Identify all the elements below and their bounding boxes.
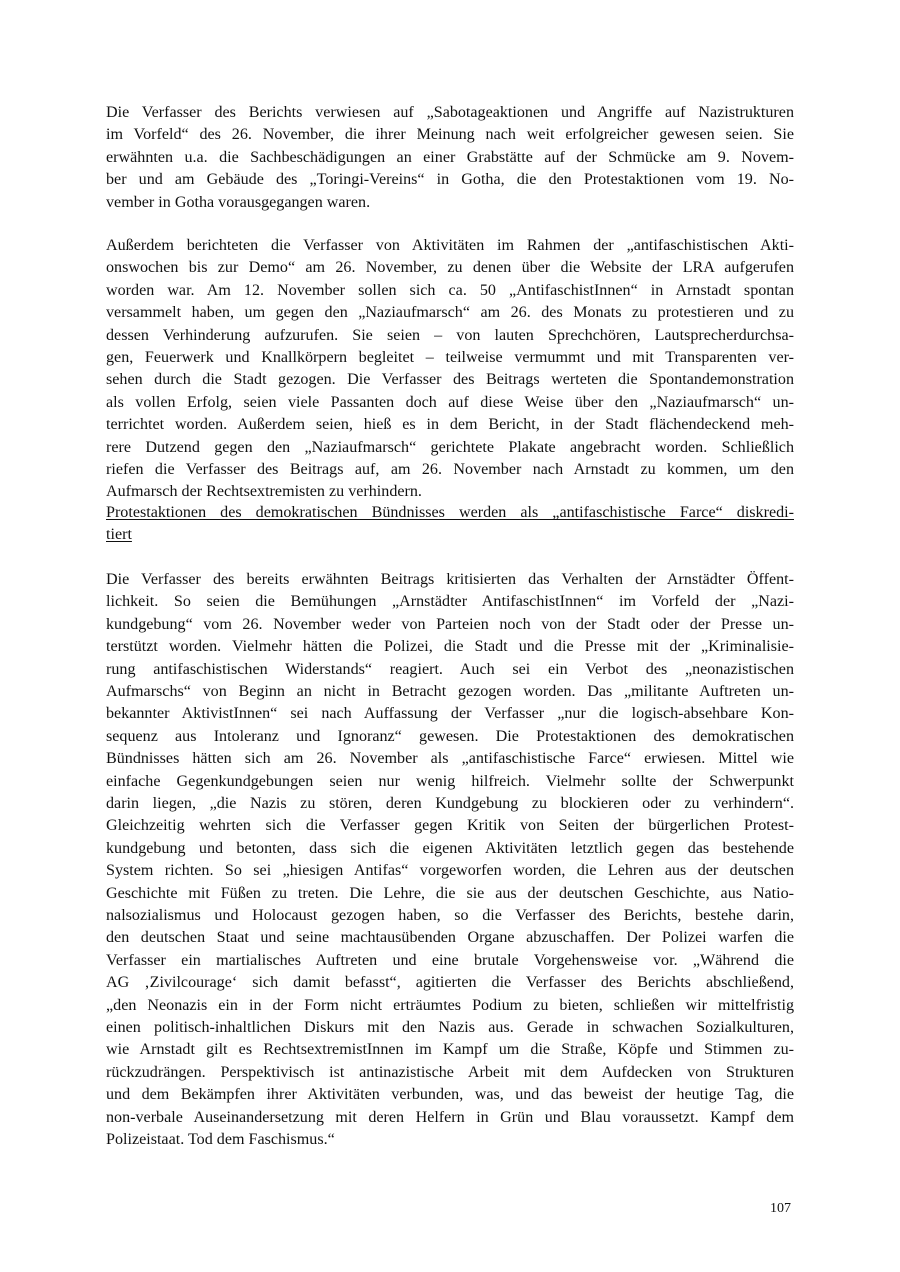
text-line: vember in Gotha vorausgegangen waren. [106, 193, 371, 211]
text-line: AG ‚Zivilcourage‘ sich damit befasst“, agitierten die Verfasser des Berichts abschließend, [106, 974, 794, 992]
text-line: sequenz aus Intoleranz und Ignoranz“ gewesen. Die Protestaktionen des demokratischen [106, 727, 794, 745]
text-line: System richten. So sei „hiesigen Antifas“ vorgeworfen worden, die Lehren aus der deutschen [106, 862, 794, 880]
text-line: darin liegen, „die Nazis zu stören, deren Kundgebung zu blockieren oder zu verhindern“. [106, 795, 794, 812]
text-line: tiert [106, 526, 132, 544]
text-line: Bündnisses hätten sich am 26. November als „antifaschistische Farce“ erwiesen. Mittel wie [106, 750, 794, 768]
text-line: Die Verfasser des bereits erwähnten Beitrags kritisierten das Verhalten der Arnstädter Öffent- [106, 571, 794, 588]
text-line: terstützt worden. Vielmehr hätten die Polizei, die Stadt und die Presse mit der „Kriminalisie- [106, 638, 794, 656]
text-line: Aufmarsch der Rechtsextremisten zu verhindern. [106, 483, 422, 501]
text-line: Aufmarschs“ von Beginn an nicht in Betracht gezogen worden. Das „militante Auftreten un- [106, 683, 794, 700]
text-line: kundgebung“ vom 26. November weder von Parteien noch von der Stadt oder der Presse un- [106, 615, 794, 633]
text-line: Die Verfasser des Berichts verwiesen auf „Sabotageaktionen und Angriffe auf Nazistrukturen [106, 104, 794, 121]
text-line: ber und am Gebäude des „Toringi-Vereins“ in Gotha, die den Protestaktionen vom 19. No- [106, 171, 794, 189]
text-line: „den Neonazis ein in der Form nicht erträumtes Podium zu bieten, schließen wir mittelfristig [106, 996, 794, 1014]
text-line: den deutschen Staat und seine machtausübenden Organe abzuschaffen. Der Polizei warfen die [106, 929, 794, 947]
text-line: kundgebung und betonten, dass sich die eigenen Aktivitäten letztlich gegen das bestehende [106, 839, 794, 857]
text-line: wie Arnstadt gilt es RechtsextremistInnen im Kampf um die Straße, Köpfe und Stimmen zu- [106, 1041, 794, 1059]
text-line: gen, Feuerwerk und Knallkörpern begleitet – teilweise vermummt und mit Transparenten ver- [106, 349, 794, 366]
text-line: Verfasser ein martialisches Auftreten und eine brutale Vorgehensweise vor. „Während die [106, 951, 794, 969]
text-line: riefen die Verfasser des Beitrags auf, am 26. November nach Arnstadt zu kommen, um den [106, 461, 794, 478]
text-line: Polizeistaat. Tod dem Faschismus.“ [106, 1131, 335, 1148]
text-line: einfache Gegenkundgebungen seien nur wenig hilfreich. Vielmehr sollte der Schwerpunkt [106, 772, 794, 790]
text-line: als vollen Erfolg, seien viele Passanten doch auf diese Weise über den „Naziaufmarsch“ un- [106, 393, 794, 411]
text-line: Protestaktionen des demokratischen Bündnisses werden als „antifaschistische Farce“ diskredi- [106, 504, 794, 521]
text-line: rere Dutzend gegen den „Naziaufmarsch“ gerichtete Plakate angebracht worden. Schließlich [106, 438, 794, 456]
text-line: rung antifaschistischen Widerstands“ reagiert. Auch sei ein Verbot des „neonazistischen [106, 660, 794, 678]
text-line: Außerdem berichteten die Verfasser von Aktivitäten im Rahmen der „antifaschistischen Akti- [106, 237, 794, 254]
text-line: im Vorfeld“ des 26. November, die ihrer Meinung nach weit erfolgreicher gewesen seien. Sie [106, 126, 794, 144]
text-line: nalsozialismus und Holocaust gezogen haben, so die Verfasser des Berichts, bestehe darin, [106, 907, 794, 924]
text-line: rückzudrängen. Perspektivisch ist antinazistische Arbeit mit dem Aufdecken von Strukturen [106, 1063, 794, 1081]
text-line: versammelt haben, um gegen den „Naziaufmarsch“ am 26. des Monats zu protestieren und zu [106, 304, 794, 322]
text-line: erwähnten u.a. die Sachbeschädigungen an einer Grabstätte auf der Schmücke am 9. Novem- [106, 148, 794, 166]
text-line: onswochen bis zur Demo“ am 26. November, zu denen über die Website der LRA aufgerufen [106, 259, 794, 277]
text-line: non-verbale Auseinandersetzung mit deren Helfern in Grün und Blau voraussetzt. Kampf dem [106, 1108, 794, 1126]
text-line: lichkeit. So seien die Bemühungen „Arnstädter AntifaschistInnen“ im Vorfeld der „Nazi- [106, 593, 794, 611]
text-line: und dem Bekämpfen ihrer Aktivitäten verbunden, was, und das beweist der heutige Tag, die [106, 1086, 794, 1104]
page-number: 107 [770, 1201, 791, 1216]
text-line: terrichtet worden. Außerdem seien, hieß es in dem Bericht, in der Stadt flächendeckend meh- [106, 416, 794, 434]
text-line: einen politisch-inhaltlichen Diskurs mit den Nazis aus. Gerade in schwachen Sozialkulturen, [106, 1019, 794, 1036]
text-line: sehen durch die Stadt gezogen. Die Verfasser des Beitrags werteten die Spontandemonstration [106, 371, 794, 389]
text-line: Gleichzeitig wehrten sich die Verfasser gegen Kritik von Seiten der bürgerlichen Protest- [106, 817, 794, 835]
text-line: dessen Verhinderung aufzurufen. Sie seien – von lauten Sprechchören, Lautsprecherdurchsa- [106, 326, 794, 344]
text-line: bekannter AktivistInnen“ sei nach Auffassung der Verfasser „nur die logisch-absehbare Kon- [106, 705, 794, 723]
text-line: Geschichte mit Füßen zu treten. Die Lehre, die sie aus der deutschen Geschichte, aus Natio- [106, 884, 794, 902]
text-line: worden war. Am 12. November sollen sich ca. 50 „AntifaschistInnen“ in Arnstadt spontan [106, 281, 794, 299]
